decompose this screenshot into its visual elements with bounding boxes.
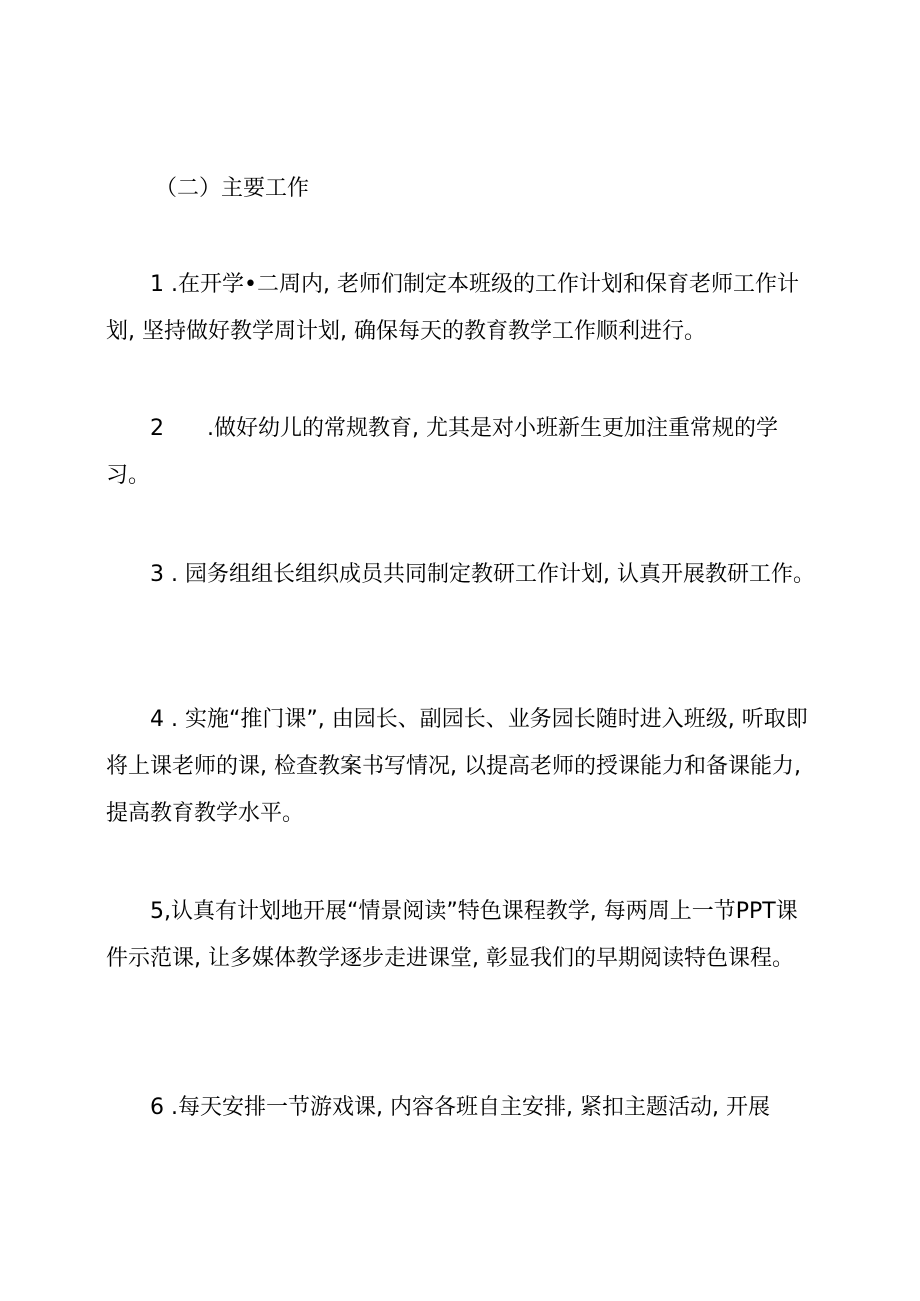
list-item — [106, 888, 816, 982]
item-number: 3 — [150, 562, 164, 587]
list-item — [106, 696, 816, 837]
item-number: 4 — [150, 707, 164, 732]
item-text: ,认真有计划地开展“情景阅读”特色课程教学, 每两周上一节PPT课件示范课, 让多媒体教学逐步走进课堂, 彰显我们的早期阅读特色课程。 — [106, 899, 798, 971]
list-item — [106, 261, 816, 355]
list-item — [106, 1084, 816, 1131]
item-text: . 实施“推门课”, 由园长、副园长、业务园长随时进入班级, 听取即将上课老师的课, 检查教案书写情况, 以提高老师的授课能力和备课能力, 提高教育教学水平。 — [106, 707, 808, 826]
item-number: 2 — [150, 416, 164, 441]
item-text: . 园务组组长组织成员共同制定教研工作计划, 认真开展教研工作。 — [164, 562, 815, 587]
item-text: .做好幼儿的常规教育, 尤其是对小班新生更加注重常规的学习。 — [106, 416, 778, 488]
list-item — [106, 405, 816, 499]
item-number: 1 — [150, 272, 164, 297]
item-number: 6 — [150, 1095, 164, 1120]
section-heading: （二）主要工作 — [155, 176, 310, 201]
item-text: .每天安排一节游戏课, 内容各班自主安排, 紧扣主题活动, 开展 — [164, 1095, 770, 1120]
item-number: 5 — [150, 899, 164, 924]
list-item — [106, 551, 816, 598]
item-text: .在开学•二周内, 老师们制定本班级的工作计划和保育老师工作计划, 坚持做好教学周计划, 确保每天的教育教学工作顺利进行。 — [106, 272, 799, 344]
